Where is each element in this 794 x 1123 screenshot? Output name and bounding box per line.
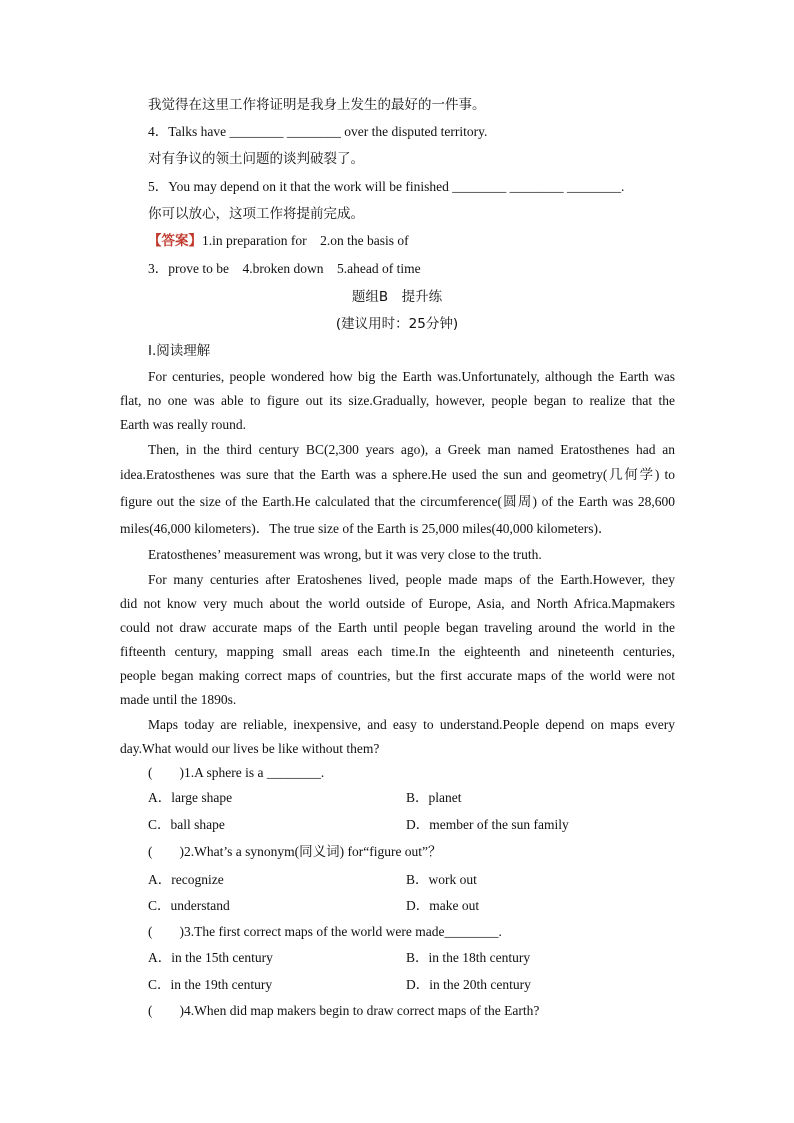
section-title: 题组B 提升练 (351, 289, 443, 305)
question-4-chinese: 对有争议的领土问题的谈判破裂了。 (148, 151, 364, 167)
passage-line: Earth was really round. (120, 417, 246, 432)
passage-line: did not know very much about the world outside of Europe, Asia, and North Africa.Mapmakers (120, 596, 675, 611)
question-5-english: 5．You may depend on it that the work will be finished ________ ________ ________. (148, 179, 625, 194)
passage-line: figure out the size of the Earth.He calculated that the circumference(圆周) of the Earth was 28,600 (120, 494, 675, 509)
question-1-option-c[interactable]: C．ball shape (148, 817, 225, 832)
question-5-chinese: 你可以放心，这项工作将提前完成。 (148, 206, 364, 222)
section-time: (建议用时：25分钟) (335, 316, 459, 332)
answer-values-1: 1.in preparation for 2.on the basis of (202, 233, 409, 248)
passage-line: Eratosthenes’ measurement was wrong, but it was very close to the truth. (148, 547, 542, 562)
question-2-option-d[interactable]: D．make out (406, 898, 480, 913)
question-4-english: 4．Talks have ________ ________ over the disputed territory. (148, 124, 488, 139)
passage-line: For many centuries after Eratoshenes lived, people made maps of the Earth.However, they (148, 572, 675, 587)
question-1-option-b[interactable]: B．planet (406, 790, 462, 805)
question-2-option-a[interactable]: A．recognize (148, 872, 224, 887)
passage-line: people began making correct maps of countries, but the first accurate maps of the world were not (120, 668, 675, 683)
passage-line: fifteenth century, mapping small areas each time.In the eighteenth and nineteenth centuries, (120, 644, 675, 659)
passage-line: Then, in the third century BC(2,300 years ago), a Greek man named Eratosthenes had an (148, 442, 675, 457)
question-3-option-b[interactable]: B．in the 18th century (406, 950, 531, 965)
passage-line: idea.Eratosthenes was sure that the Earth was a sphere.He used the sun and geometry(几何学) to (120, 467, 675, 482)
question-3-option-d[interactable]: D．in the 20th century (406, 977, 531, 992)
answer-line-2: 3．prove to be 4.broken down 5.ahead of time (148, 261, 421, 276)
question-2-option-b[interactable]: B．work out (406, 872, 477, 887)
question-1-option-d[interactable]: D．member of the sun family (406, 817, 569, 832)
question-3-option-a[interactable]: A．in the 15th century (148, 950, 273, 965)
exercise-cn-intro: 我觉得在这里工作将证明是我身上发生的最好的一件事。 (148, 97, 486, 113)
passage-line: made until the 1890s. (120, 692, 237, 707)
question-3-option-c[interactable]: C．in the 19th century (148, 977, 273, 992)
question-2-option-c[interactable]: C．understand (148, 898, 230, 913)
question-4-stem: ( )4.When did map makers begin to draw correct maps of the Earth? (148, 1003, 540, 1018)
question-2-stem: ( )2.What’s a synonym(同义词) for“figure out”？ (148, 844, 442, 859)
reading-heading: Ⅰ.阅读理解 (148, 343, 211, 359)
passage-line: For centuries, people wondered how big the Earth was.Unfortunately, although the Earth was (148, 369, 675, 384)
question-3-stem: ( )3.The first correct maps of the world were made________. (148, 924, 502, 939)
question-1-option-a[interactable]: A．large shape (148, 790, 233, 805)
answer-tag: 【答案】 (148, 233, 202, 249)
passage-line: flat, no one was able to figure out its size.Gradually, however, people began to realize that the (120, 393, 675, 408)
answer-line-1 (148, 232, 409, 250)
passage-line: miles(46,000 kilometers)．The true size of the Earth is 25,000 miles(40,000 kilometers)． (120, 521, 612, 536)
passage-line: could not draw accurate maps of the Earth until people began traveling around the world in the (120, 620, 675, 635)
passage-line: Maps today are reliable, inexpensive, and easy to understand.People depend on maps every (148, 717, 675, 732)
passage-line: day.What would our lives be like without them? (120, 741, 380, 756)
question-1-stem: ( )1.A sphere is a ________. (148, 765, 325, 780)
